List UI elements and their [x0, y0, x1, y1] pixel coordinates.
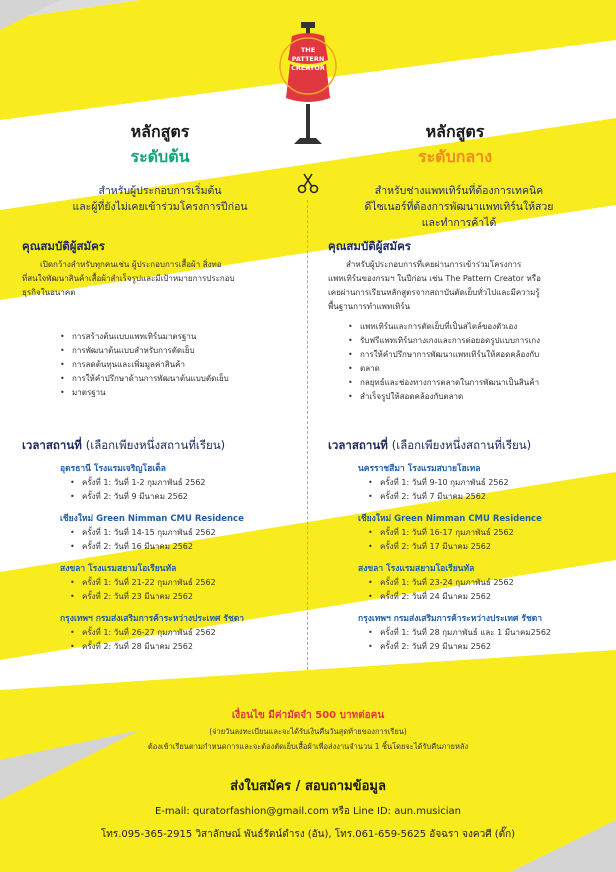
location-name: กรุงเทพฯ กรมส่งเสริมการค้าระหว่างประเทศ รัชดา: [60, 614, 245, 624]
condition-note-1: (จ่ายวันลงทะเบียนและจะได้รับเงินคืนวันสุดท้ายของการเรียน): [209, 727, 407, 736]
list-item: • การให้คำปรึกษาการพัฒนาแพทเทิร์นให้สอดคล้องกับ: [348, 348, 598, 362]
logo-line-2: PATTERN: [291, 55, 325, 63]
list-item: • การพัฒนาต้นแบบสำหรับการตัดเย็บ: [60, 344, 300, 358]
location-name: สงขลา โรงแรมสยามโอเรียนทัล: [60, 564, 177, 574]
list-item: • กลยุทธ์และช่องทางการตลาดในการพัฒนาเป็นสินค้า: [348, 376, 598, 390]
deposit-condition: [0, 708, 616, 753]
left-course-level: ระดับต้น: [130, 147, 190, 166]
session-item: • ครั้งที่ 2: วันที่ 29 มีนาคม 2562: [368, 640, 608, 654]
session-item: • ครั้งที่ 1: วันที่ 16-17 กุมภาพันธ์ 2562: [368, 526, 608, 540]
left-place-heading: [22, 437, 225, 455]
list-item: • การลดต้นทุนและเพิ่มมูลค่าสินค้า: [60, 358, 300, 372]
contact-section: [0, 775, 616, 842]
location-name: สงขลา โรงแรมสยามโอเรียนทัล: [358, 564, 475, 574]
condition-text: เงื่อนไข มีค่ามัดจำ 500 บาทต่อคน: [231, 710, 385, 721]
right-subtitle-line-3: และทำการค้าได้: [421, 217, 497, 229]
session-list: [70, 626, 300, 654]
session-item: • ครั้งที่ 2: วันที่ 7 มีนาคม 2562: [368, 490, 608, 504]
session-list: [70, 476, 300, 504]
session-item: • ครั้งที่ 1: วันที่ 23-24 กุมภาพันธ์ 2562: [368, 576, 608, 590]
session-item: • ครั้งที่ 1: วันที่ 26-27 กุมภาพันธ์ 2562: [70, 626, 300, 640]
list-item-continued: • ตลาด: [348, 362, 598, 376]
location-name: เชียงใหม่ Green Nimman CMU Residence: [60, 514, 244, 524]
list-item-continued: • มาตรฐาน: [60, 386, 300, 400]
right-topic-list: [348, 320, 598, 404]
session-list: [368, 476, 608, 504]
right-locations: [358, 462, 608, 654]
session-item: • ครั้งที่ 1: วันที่ 21-22 กุมภาพันธ์ 2562: [70, 576, 300, 590]
right-qual-line-2: แพทเทิร์นของกรมฯ ในปีก่อน เช่น The Pattern Creator หรือ: [328, 274, 541, 283]
contact-phone-line[interactable]: โทร.095-365-2915 วิสาลักษณ์ พันธ์รัตน์ดำรง (อัน), โทร.061-659-5625 อัจฉรา จงควศี (ตั๊ก): [100, 829, 516, 840]
contact-title: ส่งใบสมัคร / สอบถามข้อมูล: [230, 779, 386, 794]
contact-email-line[interactable]: E-mail: quratorfashion@gmail.com หรือ Line ID: aun.musician: [154, 806, 462, 817]
left-locations: [60, 462, 300, 654]
right-course-title: หลักสูตร: [425, 122, 485, 141]
list-item: • การสร้างต้นแบบแพทเทิร์นมาตรฐาน: [60, 330, 300, 344]
right-subtitle-line-2: ดีไซเนอร์ที่ต้องการพัฒนาแพทเทิร์นให้สวย: [364, 201, 554, 213]
session-item: • ครั้งที่ 2: วันที่ 23 มีนาคม 2562: [70, 590, 300, 604]
location-name: กรุงเทพฯ กรมส่งเสริมการค้าระหว่างประเทศ รัชดา: [358, 614, 543, 624]
session-item: • ครั้งที่ 2: วันที่ 24 มีนาคม 2562: [368, 590, 608, 604]
session-list: [368, 526, 608, 554]
right-place-heading-note: (เลือกเพียงหนึ่งสถานที่เรียน): [391, 438, 532, 452]
left-course-header: [30, 120, 290, 170]
session-item: • ครั้งที่ 1: วันที่ 28 กุมภาพันธ์ และ 1 มีนาคม2562: [368, 626, 608, 640]
session-item: • ครั้งที่ 1: วันที่ 14-15 กุมภาพันธ์ 2562: [70, 526, 300, 540]
session-list: [70, 526, 300, 554]
session-item: • ครั้งที่ 2: วันที่ 28 มีนาคม 2562: [70, 640, 300, 654]
session-list: [368, 626, 608, 654]
logo-line-3: CREATOR: [291, 64, 325, 72]
scissors-icon: [297, 172, 319, 194]
right-qual-heading: คุณสมบัติผู้สมัคร: [328, 239, 411, 253]
left-place-heading-note: (เลือกเพียงหนึ่งสถานที่เรียน): [85, 438, 226, 452]
session-item: • ครั้งที่ 2: วันที่ 17 มีนาคม 2562: [368, 540, 608, 554]
right-qual-paragraph: [328, 258, 608, 314]
right-course-header: [320, 120, 590, 170]
list-item: • แพทเทิร์นและการตัดเย็บที่เป็นสไตล์ของตัวเอง: [348, 320, 598, 334]
condition-note-2: ต้องเข้าเรียนตามกำหนดการและจะต้องตัดเย็บเสื้อผ้าเพื่อส่งงานจำนวน 1 ชิ้นโดยจะได้รับคืนภายหลัง: [147, 742, 469, 751]
left-subtitle: [20, 183, 300, 215]
logo-line-1: THE: [300, 46, 316, 54]
left-subtitle-line-1: สำหรับผู้ประกอบการเริ่มต้น: [98, 185, 222, 197]
left-qual-paragraph: [22, 258, 302, 300]
left-qual-line-2: ที่สนใจพัฒนาสินค้าเสื้อผ้าสำเร็จรูปและมีเป้าหมายการประกอบ: [22, 274, 235, 283]
left-topic-list: [60, 330, 300, 400]
location-name: เชียงใหม่ Green Nimman CMU Residence: [358, 514, 542, 524]
right-place-heading: [328, 437, 531, 455]
left-qual-line-1: เปิดกว้างสำหรับทุกคนเช่น ผู้ประกอบการเสื้อผ้า สิ่งทอ: [40, 260, 222, 269]
location-name: อุดรธานี โรงแรมเจริญโฮเต็ล: [60, 464, 166, 474]
session-item: • ครั้งที่ 1: วันที่ 9-10 กุมภาพันธ์ 2562: [368, 476, 608, 490]
left-course-title: หลักสูตร: [130, 122, 190, 141]
session-item: • ครั้งที่ 1: วันที่ 1-2 กุมภาพันธ์ 2562: [70, 476, 300, 490]
right-subtitle: [318, 183, 600, 231]
list-item: • รับฟรีแพทเทิร์นกางเกงและการต่อยอดรูปแบบการเกง: [348, 334, 598, 348]
location-name: นครราชสีมา โรงแรมสบายโฮเทล: [358, 464, 481, 474]
session-item: • ครั้งที่ 2: วันที่ 16 มีนาคม 2562: [70, 540, 300, 554]
right-place-heading-label: เวลาสถานที่: [328, 438, 388, 452]
right-subtitle-line-1: สำหรับช่างแพทเทิร์นที่ต้องการเทคนิค: [374, 185, 544, 197]
left-qual-line-3: ธุรกิจในอนาคต: [22, 288, 76, 297]
right-qual-line-3: เคยผ่านการเรียนหลักสูตรจากสถาบันตัดเย็บทั่วไปและมีความรู้: [328, 288, 540, 297]
list-item: • การให้คำปรึกษาด้านการพัฒนาต้นแบบตัดเย็บ: [60, 372, 300, 386]
left-place-heading-label: เวลาสถานที่: [22, 438, 82, 452]
session-item: • ครั้งที่ 2: วันที่ 9 มีนาคม 2562: [70, 490, 300, 504]
left-subtitle-line-2: และผู้ที่ยังไม่เคยเข้าร่วมโครงการปีก่อน: [72, 201, 248, 213]
list-item-continued: • สำเร็จรูปให้สอดคล้องกับตลาด: [348, 390, 598, 404]
right-qual-line-4: พื้นฐานการทำแพทเทิร์น: [328, 302, 410, 311]
session-list: [70, 576, 300, 604]
column-divider: [307, 200, 308, 670]
session-list: [368, 576, 608, 604]
right-qual-line-1: สำหรับผู้ประกอบการที่เคยผ่านการเข้าร่วมโครงการ: [346, 260, 522, 269]
left-qual-heading: คุณสมบัติผู้สมัคร: [22, 239, 105, 253]
right-course-level: ระดับกลาง: [417, 147, 493, 166]
